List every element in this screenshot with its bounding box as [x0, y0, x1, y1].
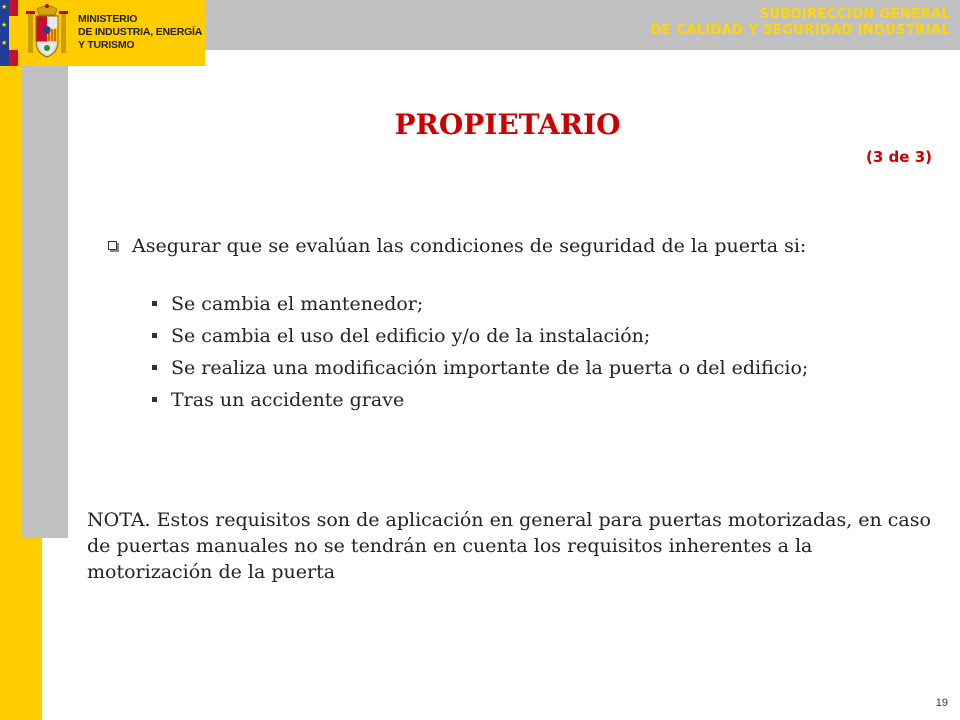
subdirection-line-1: SUBDIRECCIÓN GENERAL — [759, 7, 950, 22]
square-bullet-icon — [152, 301, 157, 306]
ministry-name-line: Y TURISMO — [78, 39, 135, 51]
list-item-text: Se cambia el uso del edificio y/o de la instalación; — [171, 325, 651, 347]
sub-bullet-list — [152, 291, 912, 419]
slide-subtitle: (3 de 3) — [866, 148, 932, 166]
note-paragraph: NOTA. Estos requisitos son de aplicación en general para puertas motorizadas, en caso de puertas manuales no se tendrán en cuenta los requisitos inherentes a la motorización de la puerta — [87, 509, 931, 583]
subdirection-header — [651, 7, 950, 39]
ministry-name-line: DE INDUSTRIA, ENERGÍA — [78, 26, 203, 38]
ministry-name-line: MINISTERIO — [78, 13, 138, 25]
square-bullet-icon — [152, 365, 157, 370]
page-number: 19 — [935, 697, 948, 709]
square-bullet-icon — [152, 397, 157, 402]
subdirection-line-2: DE CALIDAD Y SEGURIDAD INDUSTRIAL — [650, 23, 950, 38]
list-item — [152, 291, 912, 317]
list-item-text: Tras un accidente grave — [171, 389, 405, 411]
ministry-logo — [0, 0, 205, 66]
list-item-text: Se realiza una modificación importante de la puerta o del edificio; — [171, 357, 809, 379]
slide-title: PROPIETARIO — [394, 108, 621, 141]
list-item — [152, 387, 912, 413]
checkbox-bullet-icon — [108, 241, 117, 250]
list-item — [152, 355, 912, 381]
ministry-name — [78, 13, 202, 52]
square-bullet-icon — [152, 333, 157, 338]
coat-of-arms-icon — [22, 3, 72, 63]
main-bullet-text: Asegurar que se evalúan las condiciones de seguridad de la puerta si: — [132, 235, 807, 257]
list-item — [152, 323, 912, 349]
eu-flag-icon: ★ ★ ★ — [0, 0, 9, 66]
main-bullet — [108, 233, 928, 259]
flag-strip — [0, 0, 18, 66]
list-item-text: Se cambia el mantenedor; — [171, 293, 424, 315]
